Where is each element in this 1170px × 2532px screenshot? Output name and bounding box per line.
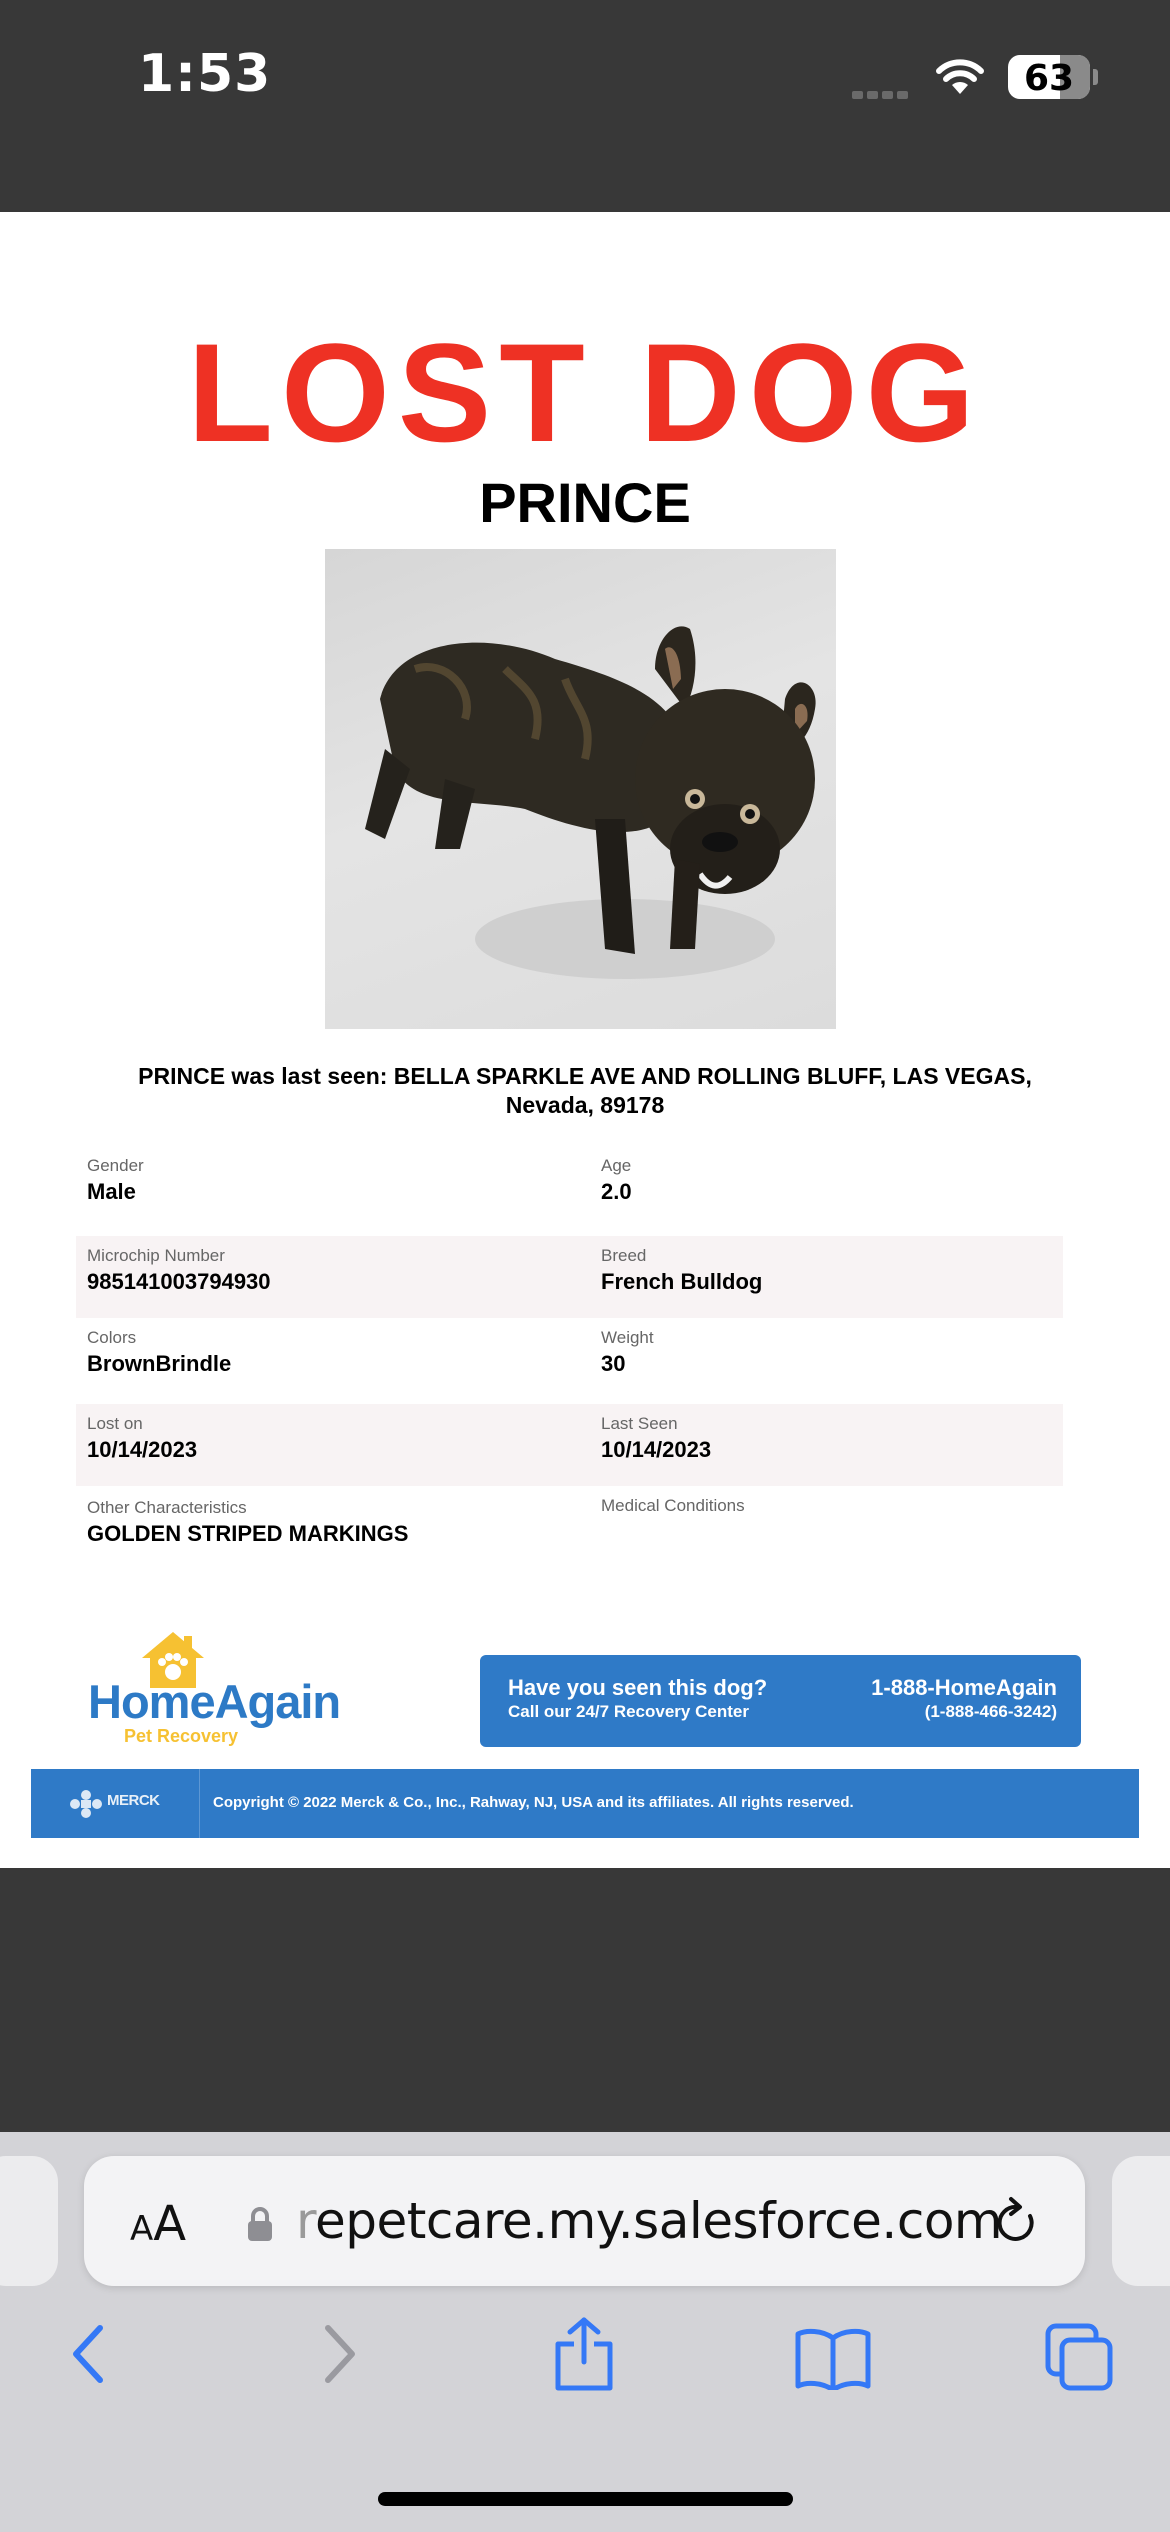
colors-label: Colors — [87, 1328, 137, 1347]
footer-divider — [199, 1769, 200, 1838]
breed-value: French Bulldog — [601, 1269, 763, 1294]
cellular-signal-icon — [852, 86, 914, 96]
url-domain: epetcare.my.salesforce.com — [314, 2192, 1003, 2250]
copyright-text: Copyright © 2022 Merck & Co., Inc., Rahway, NJ, USA and its affiliates. All rights reserved. — [213, 1794, 854, 1811]
wifi-icon — [934, 56, 986, 96]
battery-tip — [1093, 69, 1098, 85]
next-tab-peek[interactable] — [1112, 2156, 1170, 2286]
aa-small-letter: A — [130, 2209, 154, 2249]
merck-icon — [69, 1789, 103, 1819]
detail-row-gender-age — [76, 1142, 1063, 1224]
age-label: Age — [601, 1156, 632, 1175]
merck-wordmark: MERCK — [107, 1792, 160, 1809]
previous-tab-peek[interactable] — [0, 2156, 58, 2286]
last-seen-date-value: 10/14/2023 — [601, 1437, 712, 1462]
last-seen-prefix: PRINCE was last seen: — [138, 1063, 388, 1089]
detail-row-microchip-breed — [76, 1236, 1063, 1318]
microchip-value: 985141003794930 — [87, 1269, 271, 1294]
reload-icon[interactable] — [994, 2196, 1040, 2248]
weight-label: Weight — [601, 1328, 654, 1347]
lock-icon — [246, 2206, 274, 2242]
pet-name: PRINCE — [479, 471, 691, 534]
homeagain-logo — [88, 1630, 348, 1755]
weight-value: 30 — [601, 1351, 626, 1376]
last-seen-text — [90, 1062, 1080, 1120]
status-bar — [0, 0, 1170, 212]
last-seen-date-label: Last Seen — [601, 1414, 678, 1433]
breed-label: Breed — [601, 1246, 647, 1265]
url-text[interactable] — [296, 2192, 1002, 2250]
tabs-button[interactable] — [1044, 2322, 1114, 2392]
bookmarks-button[interactable] — [794, 2328, 872, 2390]
url-faded-char: r — [296, 2192, 315, 2250]
detail-row-lost-lastseen — [76, 1404, 1063, 1486]
detail-row-characteristics-medical — [76, 1488, 1063, 1570]
age-value: 2.0 — [601, 1179, 632, 1204]
forward-button[interactable] — [318, 2322, 362, 2386]
detail-row-colors-weight — [76, 1318, 1063, 1400]
lost-dog-flyer — [0, 212, 1170, 1868]
flyer-headline: LOST DOG — [187, 314, 983, 471]
battery-icon — [1008, 55, 1090, 99]
other-characteristics-value: GOLDEN STRIPED MARKINGS — [87, 1521, 409, 1546]
microchip-label: Microchip Number — [87, 1246, 225, 1265]
share-button[interactable] — [552, 2316, 616, 2392]
last-seen-location-line1: BELLA SPARKLE AVE AND ROLLING BLUFF, LAS VEGAS, — [393, 1063, 1032, 1089]
cta-question: Have you seen this dog? — [508, 1675, 768, 1700]
last-seen-location-line2: Nevada, 89178 — [505, 1092, 665, 1118]
lost-on-label: Lost on — [87, 1414, 143, 1433]
address-bar[interactable] — [84, 2156, 1085, 2286]
dog-photo — [325, 549, 836, 1029]
cta-phone: 1-888-HomeAgain — [871, 1675, 1057, 1700]
back-button[interactable] — [66, 2322, 110, 2386]
other-characteristics-label: Other Characteristics — [87, 1498, 247, 1517]
merck-logo — [69, 1789, 159, 1819]
status-time: 1:53 — [138, 44, 272, 104]
medical-conditions-label: Medical Conditions — [601, 1496, 745, 1515]
colors-value: BrownBrindle — [87, 1351, 232, 1376]
homeagain-logo-text: HomeAgain — [88, 1675, 341, 1728]
reader-settings-button[interactable] — [130, 2196, 186, 2252]
french-bulldog-image — [325, 549, 836, 1029]
recovery-center-banner — [480, 1655, 1081, 1747]
gender-value: Male — [87, 1179, 136, 1204]
home-indicator[interactable] — [378, 2492, 793, 2506]
battery-level: 63 — [1023, 58, 1075, 99]
lost-on-value: 10/14/2023 — [87, 1437, 198, 1462]
browser-chrome — [0, 2132, 1170, 2532]
pet-recovery-text: Pet Recovery — [124, 1726, 239, 1746]
footer-bar — [31, 1769, 1139, 1838]
cta-subtitle: Call our 24/7 Recovery Center — [508, 1702, 749, 1721]
cta-phone-numeric: (1-888-466-3242) — [924, 1702, 1057, 1721]
aa-large-letter: A — [153, 2196, 187, 2252]
gender-label: Gender — [87, 1156, 144, 1175]
